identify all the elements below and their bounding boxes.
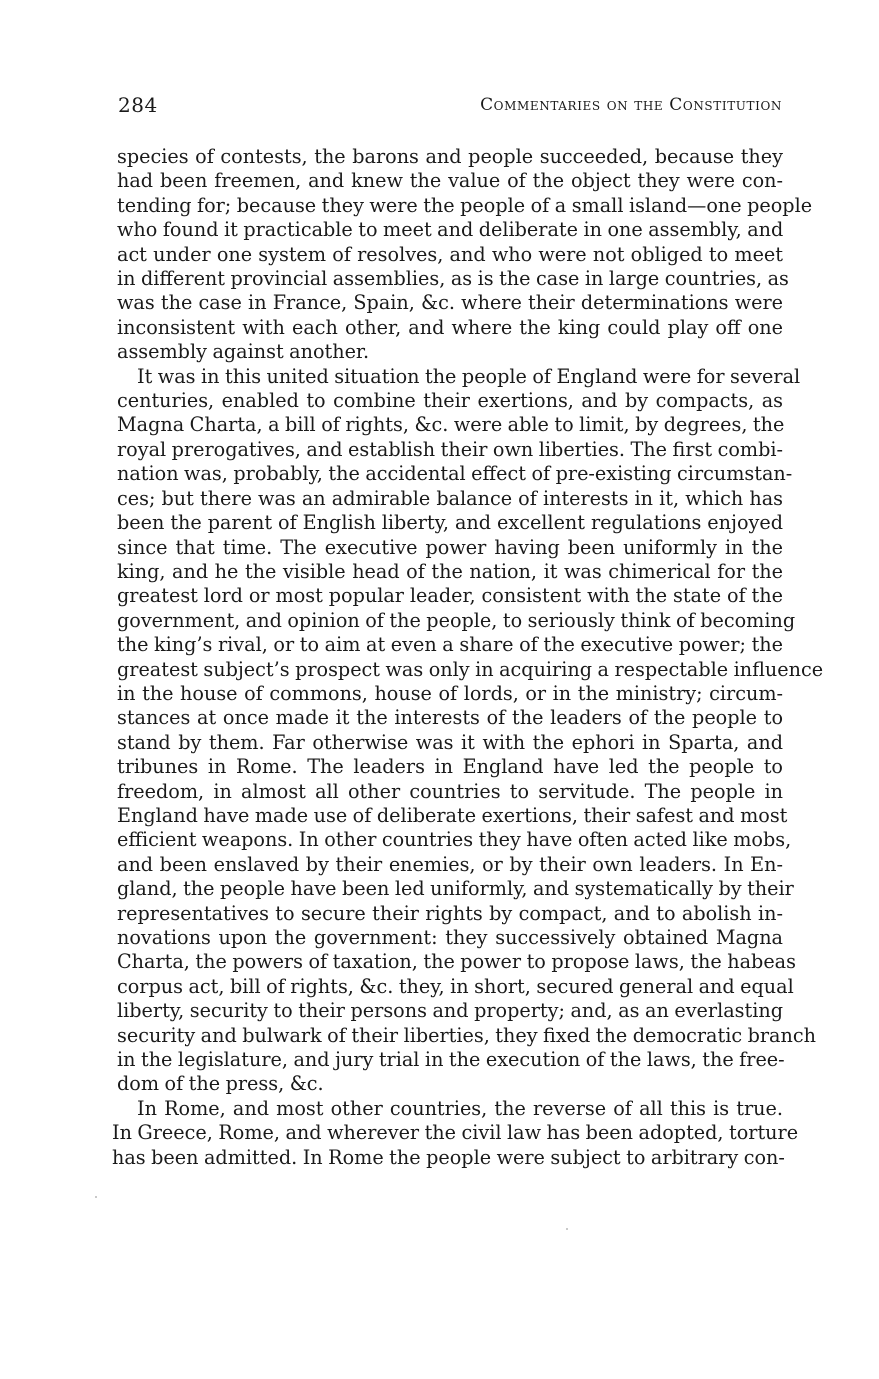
text-line: tribunes in Rome. The leaders in England have led the people to — [117, 755, 783, 779]
text-line: efficient weapons. In other countries they have often acted like mobs, — [117, 828, 792, 852]
running-title: Commentaries on the Constitution — [480, 95, 782, 115]
text-line: inconsistent with each other, and where the king could play off one — [117, 315, 783, 339]
scan-speck — [566, 1228, 568, 1230]
text-line: act under one system of resolves, and who were not obliged to meet — [117, 242, 783, 266]
text-line: been the parent of English liberty, and excellent regulations enjoyed — [117, 511, 783, 535]
scan-speck — [95, 1196, 97, 1198]
text-line: dom of the press, &c. — [117, 1072, 324, 1096]
text-line: Charta, the powers of taxation, the power to propose laws, the habeas — [117, 950, 796, 974]
text-line: royal prerogatives, and establish their own liberties. The first combi- — [117, 437, 783, 461]
text-line: In Rome, and most other countries, the reverse of all this is true. — [137, 1096, 783, 1120]
text-line: species of contests, the barons and people succeeded, because they — [117, 145, 783, 168]
text-line: has been admitted. In Rome the people were subject to arbitrary con- — [112, 1145, 785, 1169]
text-line: king, and he the visible head of the nation, it was chimerical for the — [117, 559, 783, 583]
text-line: corpus act, bill of rights, &c. they, in short, secured general and equal — [117, 974, 794, 998]
body-text — [112, 145, 824, 1170]
text-line: nation was, probably, the accidental effect of pre-existing circumstan- — [117, 462, 793, 486]
text-line: and been enslaved by their enemies, or by their own leaders. In En- — [117, 852, 783, 876]
text-line: centuries, enabled to combine their exertions, and by compacts, as — [117, 389, 783, 413]
text-line: gland, the people have been led uniformly, and systematically by their — [117, 877, 794, 901]
text-line: stand by them. Far otherwise was it with the ephori in Sparta, and — [117, 730, 783, 754]
text-line: ces; but there was an admirable balance of interests in it, which has — [117, 486, 783, 510]
page-number: 284 — [118, 93, 158, 117]
text-line: greatest lord or most popular leader, consistent with the state of the — [117, 584, 783, 608]
text-line: had been freemen, and knew the value of the object they were con- — [117, 169, 783, 193]
text-line: stances at once made it the interests of the leaders of the people to — [117, 706, 783, 730]
text-line: greatest subject’s prospect was only in acquiring a respectable influence — [117, 657, 824, 681]
text-line: In Greece, Rome, and wherever the civil law has been adopted, torture — [112, 1121, 799, 1145]
text-line: security and bulwark of their liberties, they fixed the democratic branch — [117, 1023, 816, 1047]
text-line: Magna Charta, a bill of rights, &c. were able to limit, by degrees, the — [117, 413, 785, 437]
text-line: since that time. The executive power having been uniformly in the — [117, 535, 783, 559]
text-line: freedom, in almost all other countries to servitude. The people in — [117, 779, 783, 803]
text-line: in the legislature, and jury trial in the execution of the laws, the free- — [117, 1048, 785, 1072]
text-line: government, and opinion of the people, to seriously think of becoming — [117, 608, 796, 632]
text-line: liberty, security to their persons and property; and, as an everlasting — [117, 999, 783, 1023]
text-line: representatives to secure their rights by compact, and to abolish in- — [117, 901, 783, 925]
text-line: in the house of commons, house of lords, or in the ministry; circum- — [117, 681, 783, 705]
text-line: assembly against another. — [117, 340, 370, 364]
text-line: who found it practicable to meet and deliberate in one assembly, and — [117, 218, 784, 242]
text-line: novations upon the government: they successively obtained Magna — [117, 926, 783, 949]
text-line: in different provincial assemblies, as is the case in large countries, as — [117, 267, 789, 291]
running-head — [118, 93, 782, 123]
text-line: England have made use of deliberate exertions, their safest and most — [117, 803, 788, 827]
text-line: tending for; because they were the people of a small island—one people — [117, 193, 813, 217]
text-line: the king’s rival, or to aim at even a share of the executive power; the — [117, 633, 783, 657]
text-line: It was in this united situation the people of England were for several — [137, 364, 801, 388]
text-line: was the case in France, Spain, &c. where their determinations were — [117, 291, 783, 315]
